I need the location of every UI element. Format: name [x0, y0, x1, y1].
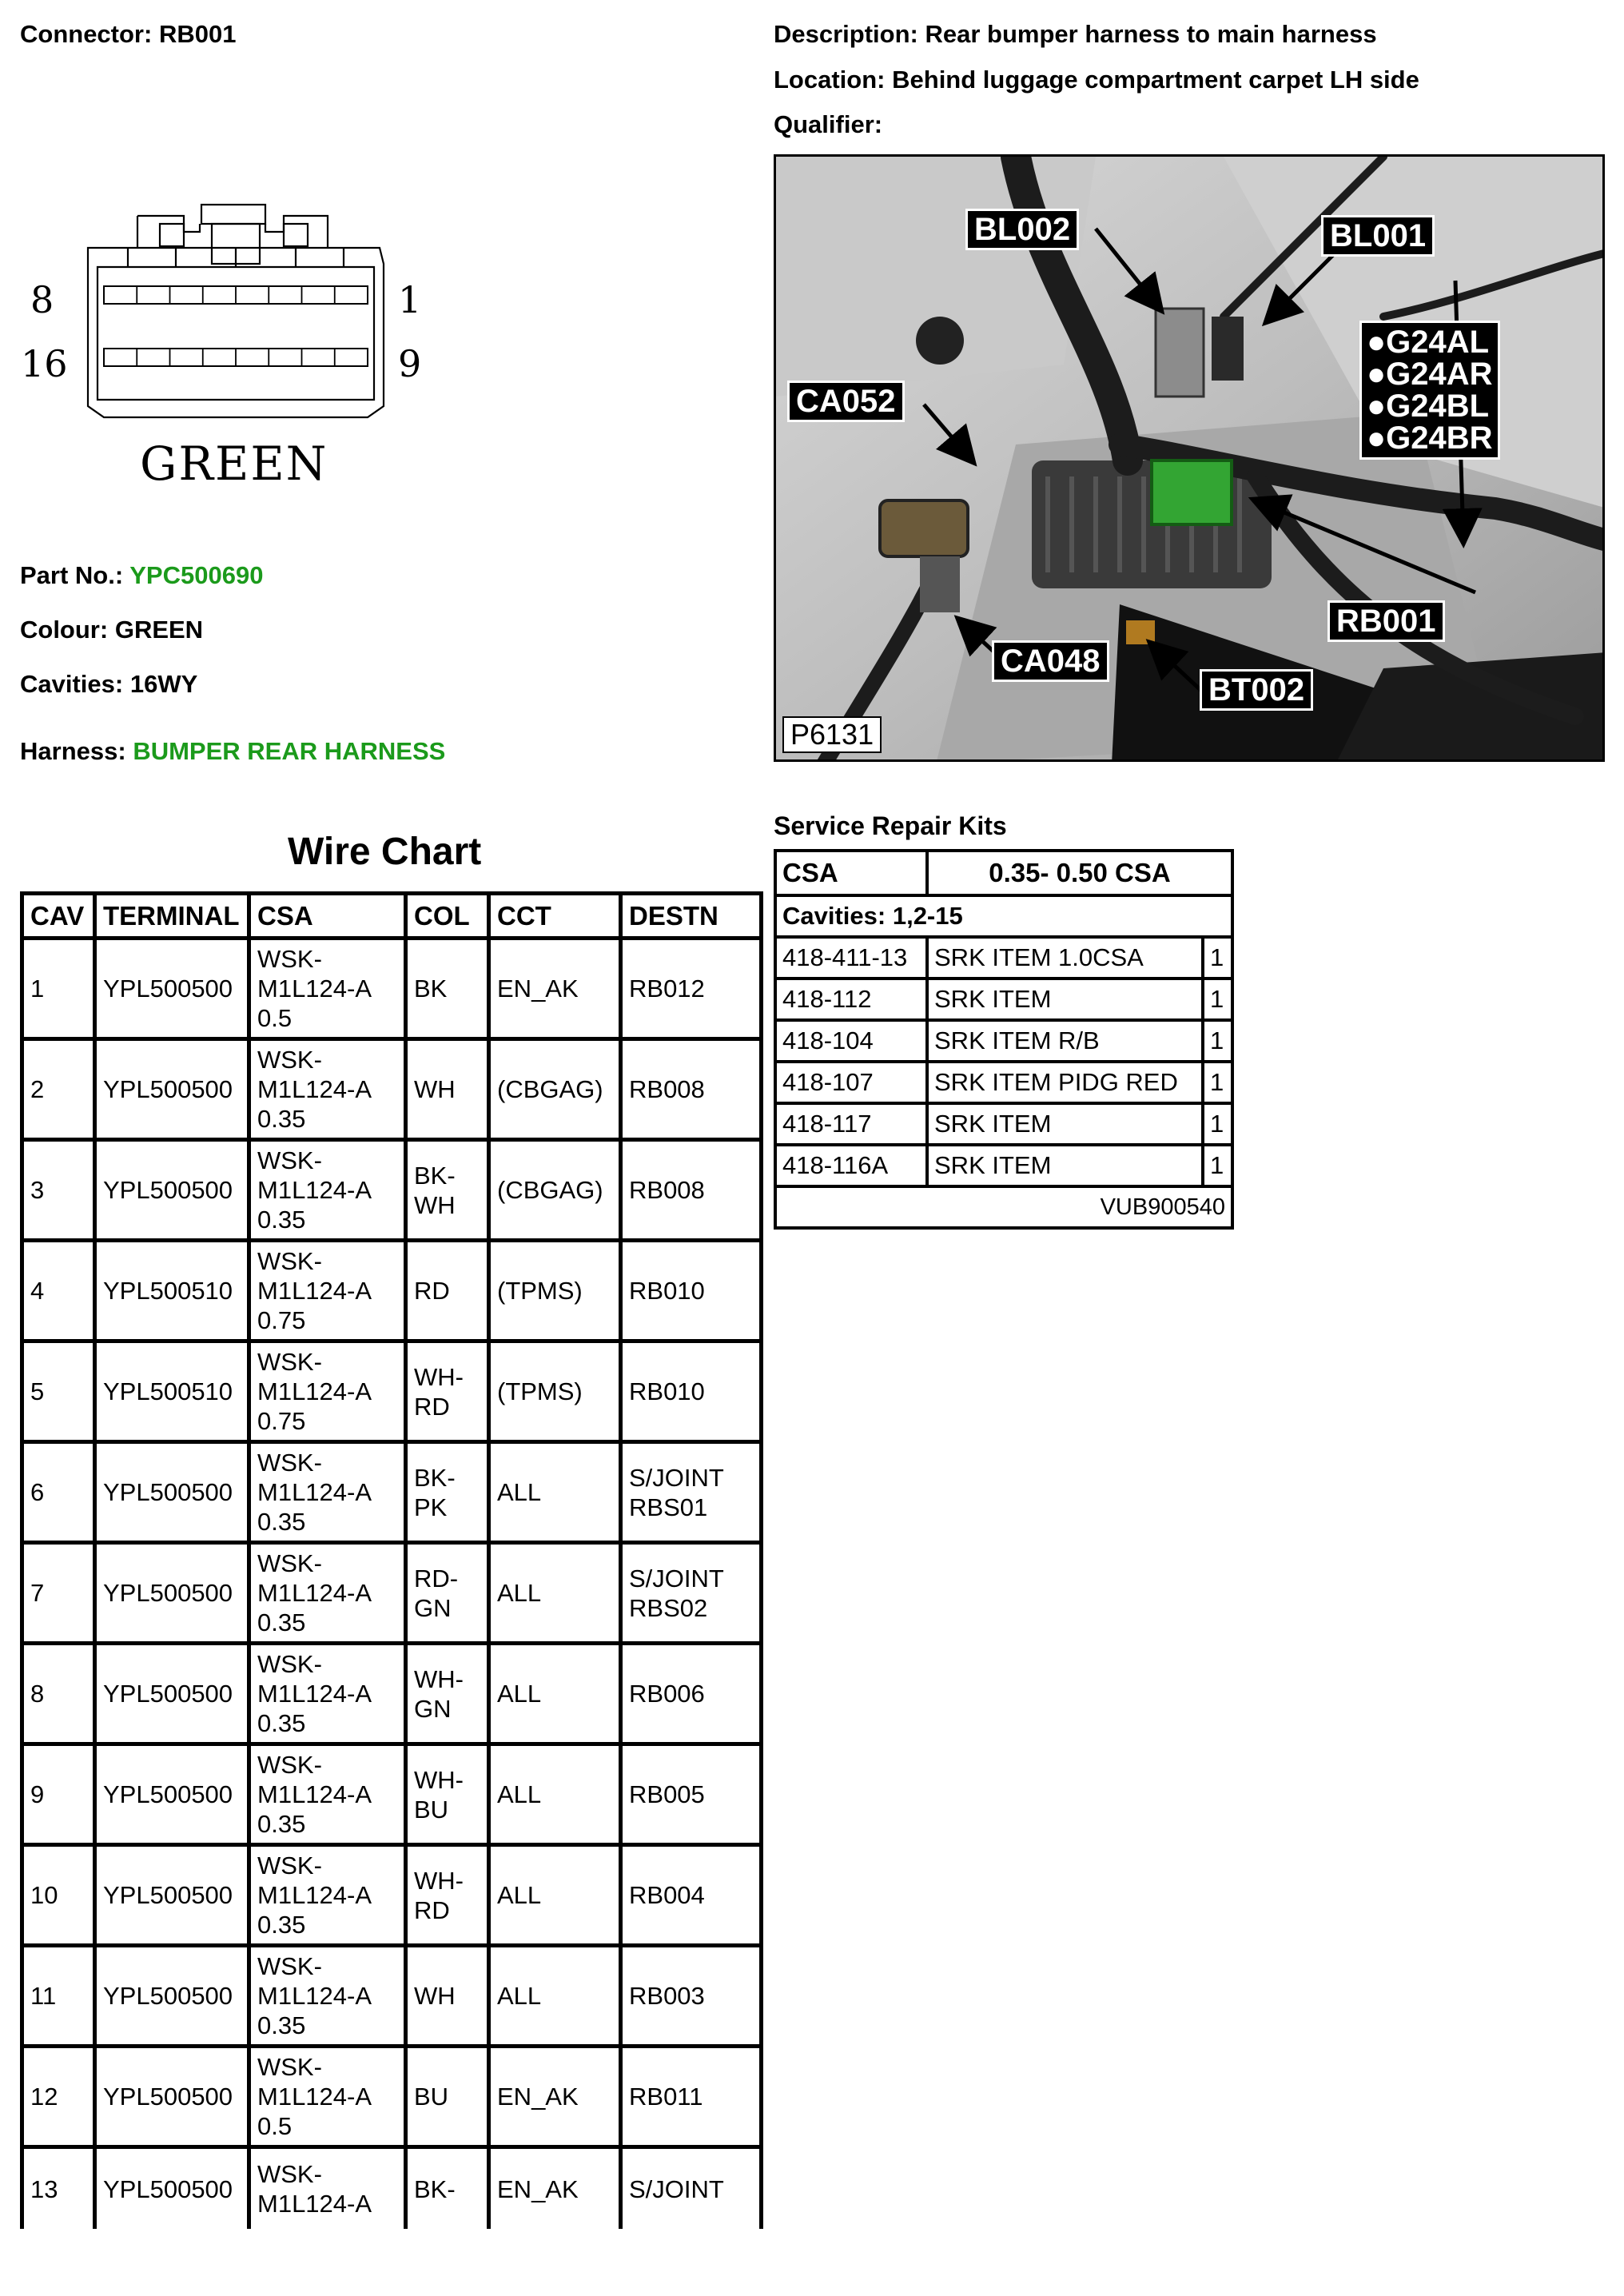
location-row — [774, 66, 1419, 94]
location-value: Behind luggage compartment carpet LH side — [892, 66, 1419, 94]
cell-csa: WSK- M1L124-A 0.5 — [249, 2047, 406, 2147]
kit-description: SRK ITEM R/B — [927, 1020, 1203, 1062]
kit-qty: 1 — [1203, 1020, 1232, 1062]
cell-col: WH — [406, 1039, 489, 1140]
cell-csa: WSK- M1L124-A 0.35 — [249, 1543, 406, 1644]
cell-destn: RB012 — [621, 939, 762, 1039]
colour-value: GREEN — [114, 616, 204, 644]
photo-ground-g24al: ●G24AL — [1367, 325, 1490, 360]
cell-cav: 2 — [22, 1039, 95, 1140]
cell-cct: ALL — [489, 1946, 621, 2047]
cell-destn: S/JOINT RBS02 — [621, 1543, 762, 1644]
cell-destn: RB006 — [621, 1644, 762, 1744]
table-row — [22, 1341, 762, 1442]
repair-kits-reference: VUB900540 — [775, 1186, 1232, 1228]
cell-cav: 5 — [22, 1341, 95, 1442]
cell-destn: RB011 — [621, 2047, 762, 2147]
list-item — [775, 979, 1232, 1020]
cavities-row — [20, 670, 197, 699]
cell-destn: RB003 — [621, 1946, 762, 2047]
repair-kits-head-csa: CSA — [775, 851, 927, 895]
kit-qty: 1 — [1203, 1103, 1232, 1145]
part-number-row — [20, 561, 263, 590]
kit-number: 418-104 — [775, 1020, 927, 1062]
cell-cav: 11 — [22, 1946, 95, 2047]
cell-cav: 7 — [22, 1543, 95, 1644]
col-header-cav: CAV — [22, 894, 95, 939]
cell-cct: ALL — [489, 1744, 621, 1845]
cell-destn: RB005 — [621, 1744, 762, 1845]
cell-cct: (CBGAG) — [489, 1140, 621, 1241]
location-photo — [774, 154, 1605, 762]
col-header-destn: DESTN — [621, 894, 762, 939]
harness-link[interactable]: BUMPER REAR HARNESS — [133, 737, 446, 765]
cell-col: BK — [406, 939, 489, 1039]
kit-qty: 1 — [1203, 979, 1232, 1020]
cell-col: BK- PK — [406, 1442, 489, 1543]
kit-description: SRK ITEM — [927, 1103, 1203, 1145]
cell-col: WH — [406, 1946, 489, 2047]
repair-kits-head-range: 0.35- 0.50 CSA — [927, 851, 1232, 895]
list-item — [775, 1103, 1232, 1145]
cell-terminal: YPL500500 — [95, 1140, 249, 1241]
repair-kits-table — [774, 849, 1234, 1230]
cell-destn: RB010 — [621, 1341, 762, 1442]
cell-destn: RB004 — [621, 1845, 762, 1946]
cell-cct: EN_AK — [489, 2047, 621, 2147]
cell-cct: ALL — [489, 1845, 621, 1946]
cell-col: WH- RD — [406, 1845, 489, 1946]
photo-ground-list — [1359, 321, 1500, 460]
col-header-col: COL — [406, 894, 489, 939]
cell-col: BK- WH — [406, 1140, 489, 1241]
cell-cav: 9 — [22, 1744, 95, 1845]
cell-csa: WSK- M1L124-A 0.35 — [249, 1744, 406, 1845]
cell-destn: RB010 — [621, 1241, 762, 1341]
table-row — [22, 1744, 762, 1845]
kit-number: 418-117 — [775, 1103, 927, 1145]
pin-label-9: 9 — [398, 342, 422, 385]
cell-terminal: YPL500500 — [95, 1442, 249, 1543]
cell-terminal: YPL500510 — [95, 1241, 249, 1341]
photo-callout-bl002: BL002 — [965, 209, 1079, 250]
repair-kits-header-row — [775, 851, 1232, 895]
cell-col: WH- GN — [406, 1644, 489, 1744]
col-header-csa: CSA — [249, 894, 406, 939]
photo-ground-g24ar: ●G24AR — [1367, 357, 1493, 392]
part-number-link[interactable]: YPC500690 — [129, 561, 264, 589]
cell-cct: (TPMS) — [489, 1341, 621, 1442]
cell-terminal: YPL500510 — [95, 1341, 249, 1442]
description-value: Rear bumper harness to main harness — [925, 20, 1377, 48]
photo-callout-bt002: BT002 — [1200, 669, 1313, 711]
cell-cav: 12 — [22, 2047, 95, 2147]
photo-callout-rb001: RB001 — [1327, 600, 1445, 642]
cell-terminal: YPL500500 — [95, 1543, 249, 1644]
cell-csa: WSK- M1L124-A 0.5 — [249, 939, 406, 1039]
description-row — [774, 20, 1377, 49]
cell-cct: (CBGAG) — [489, 1039, 621, 1140]
cell-col: RD- GN — [406, 1543, 489, 1644]
cell-cct: ALL — [489, 1442, 621, 1543]
cell-destn: S/JOINT RBS01 — [621, 1442, 762, 1543]
col-header-cct: CCT — [489, 894, 621, 939]
table-row — [22, 1946, 762, 2047]
cell-cav: 8 — [22, 1644, 95, 1744]
photo-callout-ca052: CA052 — [787, 381, 905, 422]
cell-terminal: YPL500500 — [95, 1845, 249, 1946]
repair-kits-cavities: Cavities: 1,2-15 — [775, 895, 1232, 937]
list-item — [775, 1145, 1232, 1186]
cell-terminal: YPL500500 — [95, 1946, 249, 2047]
cell-col: WH- BU — [406, 1744, 489, 1845]
table-row — [22, 1442, 762, 1543]
repair-kits-reference-row — [775, 1186, 1232, 1228]
kit-qty: 1 — [1203, 1145, 1232, 1186]
qualifier-label: Qualifier: — [774, 110, 883, 138]
connector-code: RB001 — [158, 20, 237, 48]
photo-callout-bl001: BL001 — [1321, 215, 1435, 257]
cell-cav: 1 — [22, 939, 95, 1039]
kit-number: 418-411-13 — [775, 937, 927, 979]
cell-terminal: YPL500500 — [95, 939, 249, 1039]
cell-terminal: YPL500500 — [95, 2047, 249, 2147]
cell-col: WH- RD — [406, 1341, 489, 1442]
cell-cav: 10 — [22, 1845, 95, 1946]
cavities-value: 16WY — [129, 670, 198, 698]
cell-cct: (TPMS) — [489, 1241, 621, 1341]
cell-cct: EN_AK — [489, 939, 621, 1039]
part-number-label: Part No.: — [20, 561, 124, 589]
cell-cav: 13 — [22, 2147, 95, 2230]
cell-destn: S/JOINT — [621, 2147, 762, 2230]
cell-terminal: YPL500500 — [95, 2147, 249, 2230]
cell-csa: WSK- M1L124-A 0.75 — [249, 1341, 406, 1442]
table-row — [22, 1039, 762, 1140]
kit-qty: 1 — [1203, 1062, 1232, 1103]
kit-number: 418-107 — [775, 1062, 927, 1103]
description-label: Description: — [774, 20, 918, 48]
kit-number: 418-116A — [775, 1145, 927, 1186]
table-row — [22, 2047, 762, 2147]
kit-description: SRK ITEM — [927, 979, 1203, 1020]
wire-chart-title: Wire Chart — [288, 831, 482, 873]
table-row — [22, 1644, 762, 1744]
cell-cav: 6 — [22, 1442, 95, 1543]
photo-callout-ca048: CA048 — [992, 640, 1109, 682]
cell-cct: ALL — [489, 1543, 621, 1644]
cell-col: BU — [406, 2047, 489, 2147]
cell-cav: 3 — [22, 1140, 95, 1241]
cell-destn: RB008 — [621, 1039, 762, 1140]
cell-csa: WSK- M1L124-A 0.35 — [249, 1845, 406, 1946]
connector-colour-caption: GREEN — [140, 436, 328, 491]
col-header-terminal: TERMINAL — [95, 894, 249, 939]
list-item — [775, 1062, 1232, 1103]
kit-number: 418-112 — [775, 979, 927, 1020]
cell-terminal: YPL500500 — [95, 1644, 249, 1744]
repair-kits-cavities-row — [775, 895, 1232, 937]
table-row — [22, 1845, 762, 1946]
list-item — [775, 937, 1232, 979]
harness-label: Harness: — [20, 737, 126, 765]
wire-chart-header-row — [22, 894, 762, 939]
table-row — [22, 1543, 762, 1644]
table-row — [22, 939, 762, 1039]
kit-description: SRK ITEM — [927, 1145, 1203, 1186]
table-row — [22, 1140, 762, 1241]
repair-kits-title: Service Repair Kits — [774, 811, 1007, 840]
pin-label-8: 8 — [30, 278, 54, 321]
connector-face-drawing — [16, 200, 464, 504]
cell-csa: WSK- M1L124-A 0.35 — [249, 1140, 406, 1241]
list-item — [775, 1020, 1232, 1062]
cell-csa: WSK- M1L124-A 0.35 — [249, 1442, 406, 1543]
cell-terminal: YPL500500 — [95, 1039, 249, 1140]
wire-chart-table — [20, 891, 763, 2229]
cell-csa: WSK- M1L124-A 0.35 — [249, 1039, 406, 1140]
table-row — [22, 2147, 762, 2230]
kit-description: SRK ITEM 1.0CSA — [927, 937, 1203, 979]
location-label: Location: — [774, 66, 886, 94]
photo-ground-g24br: ●G24BR — [1367, 421, 1493, 456]
photo-reference: P6131 — [782, 716, 882, 753]
cell-cct: ALL — [489, 1644, 621, 1744]
pin-label-1: 1 — [398, 278, 422, 321]
cell-col: BK- — [406, 2147, 489, 2230]
cell-csa: WSK- M1L124-A — [249, 2147, 406, 2230]
pin-label-16: 16 — [21, 342, 68, 385]
cell-col: RD — [406, 1241, 489, 1341]
cell-destn: RB008 — [621, 1140, 762, 1241]
table-row — [22, 1241, 762, 1341]
cell-csa: WSK- M1L124-A 0.75 — [249, 1241, 406, 1341]
cavities-label: Cavities: — [20, 670, 124, 698]
qualifier-row — [774, 110, 882, 139]
cell-cav: 4 — [22, 1241, 95, 1341]
cell-cct: EN_AK — [489, 2147, 621, 2230]
cell-csa: WSK- M1L124-A 0.35 — [249, 1644, 406, 1744]
connector-header — [20, 20, 236, 49]
harness-row — [20, 737, 445, 766]
connector-label: Connector: — [20, 20, 153, 48]
colour-label: Colour: — [20, 616, 109, 644]
kit-qty: 1 — [1203, 937, 1232, 979]
cell-terminal: YPL500500 — [95, 1744, 249, 1845]
kit-description: SRK ITEM PIDG RED — [927, 1062, 1203, 1103]
colour-row — [20, 616, 203, 644]
cell-csa: WSK- M1L124-A 0.35 — [249, 1946, 406, 2047]
photo-ground-g24bl: ●G24BL — [1367, 389, 1490, 424]
